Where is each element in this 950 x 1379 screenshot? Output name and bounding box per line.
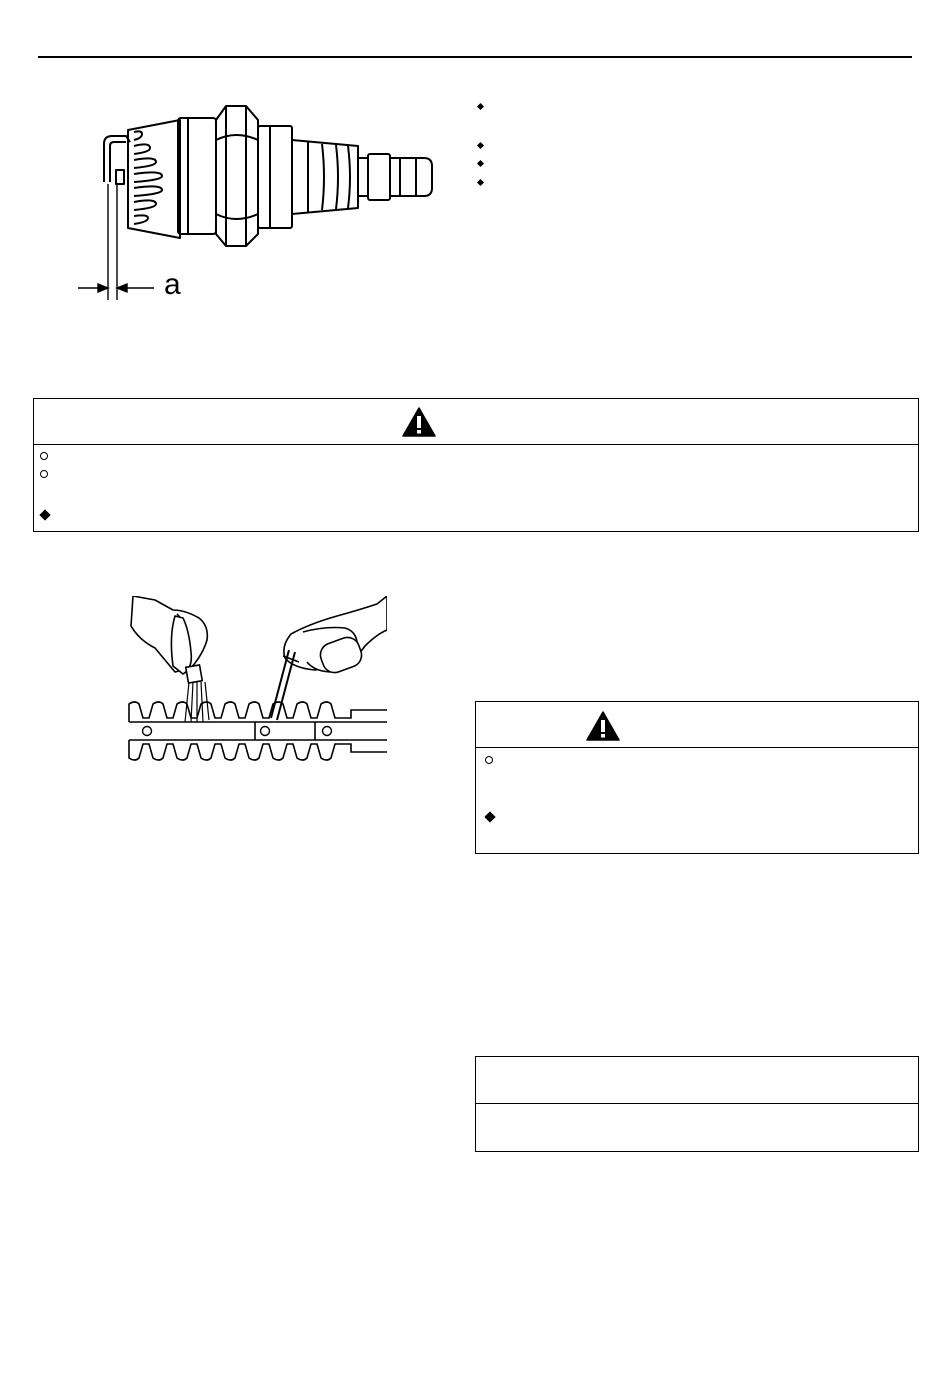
warning-triangle-icon [586,711,620,741]
diamond-bullet-icon [39,509,50,520]
circle-bullet-icon [40,470,48,478]
diamond-bullet-icon [477,142,484,149]
gap-label: a [164,268,181,301]
diamond-bullet-icon [477,160,484,167]
spark-plug-figure [70,100,450,310]
diamond-bullet-icon [477,103,484,110]
warning-triangle-icon [402,407,436,437]
warning-box-right [475,701,919,854]
diamond-bullet-icon [477,179,484,186]
header-rule [38,56,912,58]
blade-maintenance-figure [125,596,387,766]
circle-bullet-icon [40,452,48,460]
warning-box-wide [33,398,919,532]
info-box [475,1056,919,1152]
diamond-bullet-icon [484,811,495,822]
circle-bullet-icon [485,756,493,764]
